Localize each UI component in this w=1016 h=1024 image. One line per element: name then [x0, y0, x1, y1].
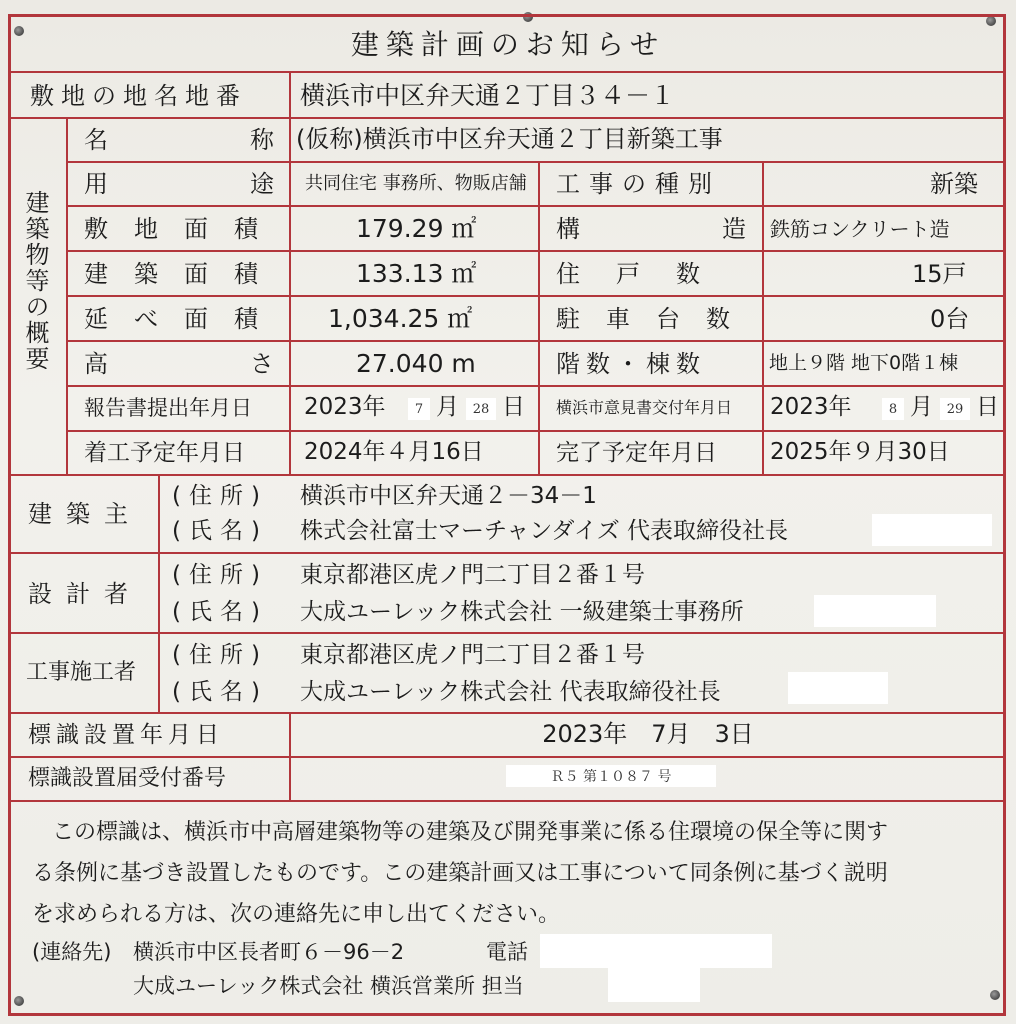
site-area-value: 179.29 ㎡ [356, 214, 477, 243]
work-type-label: 工事の種別 [556, 170, 721, 198]
floors-value: 地上９階 地下0階１棟 [769, 352, 959, 374]
height-label-a: 高 [84, 350, 108, 378]
owner-label: 建築主 [28, 500, 142, 528]
height-value: 27.040 m [356, 349, 476, 378]
sign-date-label: 標識設置年月日 [28, 722, 224, 748]
sign-date-value: 2023年 7月 3日 [542, 720, 754, 748]
contractor-name: 大成ユーレック株式会社 代表取締役社長 [300, 679, 721, 705]
designer-name: 大成ユーレック株式会社 一級建築士事務所 [300, 599, 744, 625]
contact-phone-label: 電話 [486, 940, 528, 964]
floor-area-value: 1,034.25 ㎡ [328, 304, 473, 333]
structure-value: 鉄筋コンクリート造 [770, 217, 950, 241]
contractor-name-label: (氏名) [172, 679, 268, 705]
notice-line-1: この標識は、横浜市中高層建築物等の建築及び開発事業に係る住環境の保全等に関す [52, 820, 889, 845]
work-type-value: 新築 [930, 170, 978, 198]
height-label-b: さ [250, 350, 274, 378]
use-label-a: 用 [84, 170, 108, 198]
contact-label: (連絡先) [32, 940, 112, 964]
opinion-date-day-unit: 日 [976, 394, 999, 420]
name-label-a: 名 [84, 126, 108, 154]
page-title: 建築計画のお知らせ [350, 28, 666, 61]
opinion-date-month: 8 [882, 398, 904, 420]
overview-group-label: 建築物等の概要 [21, 190, 49, 372]
notice-line-2: る条例に基づき設置したものです。この建築計画又は工事について同条例に基づく説明 [32, 861, 888, 886]
parking-value: 0台 [930, 305, 970, 333]
redaction [788, 672, 888, 704]
notice-line-3: を求められる方は、次の連絡先に申し出てください。 [32, 902, 561, 927]
contractor-label: 工事施工者 [26, 660, 137, 685]
redaction [872, 514, 992, 546]
contact-address: 横浜市中区長者町６－96－2 [133, 940, 405, 964]
opinion-date-year: 2023年 [770, 394, 852, 420]
structure-label-a: 構 [556, 215, 580, 243]
designer-name-label: (氏名) [172, 599, 268, 625]
report-date-day-unit: 日 [502, 394, 525, 420]
start-date-value: 2024年４月16日 [304, 439, 484, 465]
owner-address-label: (住所) [172, 483, 268, 509]
owner-name-label: (氏名) [172, 518, 268, 544]
opinion-date-day: 29 [940, 398, 970, 420]
building-area-label: 建築面積 [84, 260, 284, 288]
units-value: 15戸 [912, 260, 967, 288]
opinion-date-month-unit: 月 [910, 394, 933, 420]
floor-area-label: 延べ面積 [84, 305, 284, 333]
redaction [814, 595, 936, 627]
report-date-label: 報告書提出年月日 [84, 396, 252, 420]
designer-address: 東京都港区虎ノ門二丁目２番１号 [300, 562, 645, 588]
completion-date-value: 2025年９月30日 [770, 439, 950, 465]
redaction [608, 968, 700, 1002]
designer-address-label: (住所) [172, 562, 268, 588]
site-label: 敷地の地名地番 [30, 82, 247, 110]
report-date-day: 28 [466, 398, 496, 420]
opinion-date-label: 横浜市意見書交付年月日 [556, 398, 733, 417]
report-date-month-unit: 月 [436, 394, 459, 420]
start-date-label: 着工予定年月日 [84, 440, 245, 466]
contractor-address-label: (住所) [172, 642, 268, 668]
floors-label: 階数・棟数 [556, 350, 706, 378]
site-value: 横浜市中区弁天通２丁目３４－１ [300, 81, 676, 110]
name-label-b: 称 [250, 126, 274, 154]
name-value: (仮称)横浜市中区弁天通２丁目新築工事 [296, 125, 723, 153]
site-area-label: 敷地面積 [84, 215, 284, 243]
units-label: 住 戸 数 [556, 260, 706, 288]
use-label-b: 途 [250, 170, 274, 198]
contact-company: 大成ユーレック株式会社 横浜営業所 担当 [133, 974, 524, 998]
report-date-year: 2023年 [304, 394, 386, 420]
redaction [540, 934, 772, 968]
parking-label: 駐車台数 [556, 305, 756, 333]
owner-address: 横浜市中区弁天通２－34－1 [300, 483, 597, 509]
building-area-value: 133.13 ㎡ [356, 259, 477, 288]
contractor-address: 東京都港区虎ノ門二丁目２番１号 [300, 642, 645, 668]
structure-label-b: 造 [722, 215, 746, 243]
sign-number-label: 標識設置届受付番号 [28, 766, 227, 791]
report-date-month: 7 [408, 398, 430, 420]
owner-name: 株式会社富士マーチャンダイズ 代表取締役社長 [300, 518, 789, 544]
designer-label: 設計者 [28, 580, 142, 608]
use-value: 共同住宅 事務所、物販店舗 [305, 173, 527, 194]
completion-date-label: 完了予定年月日 [556, 440, 717, 466]
sign-number-value: Ｒ５ 第１０８７ 号 [506, 765, 716, 787]
